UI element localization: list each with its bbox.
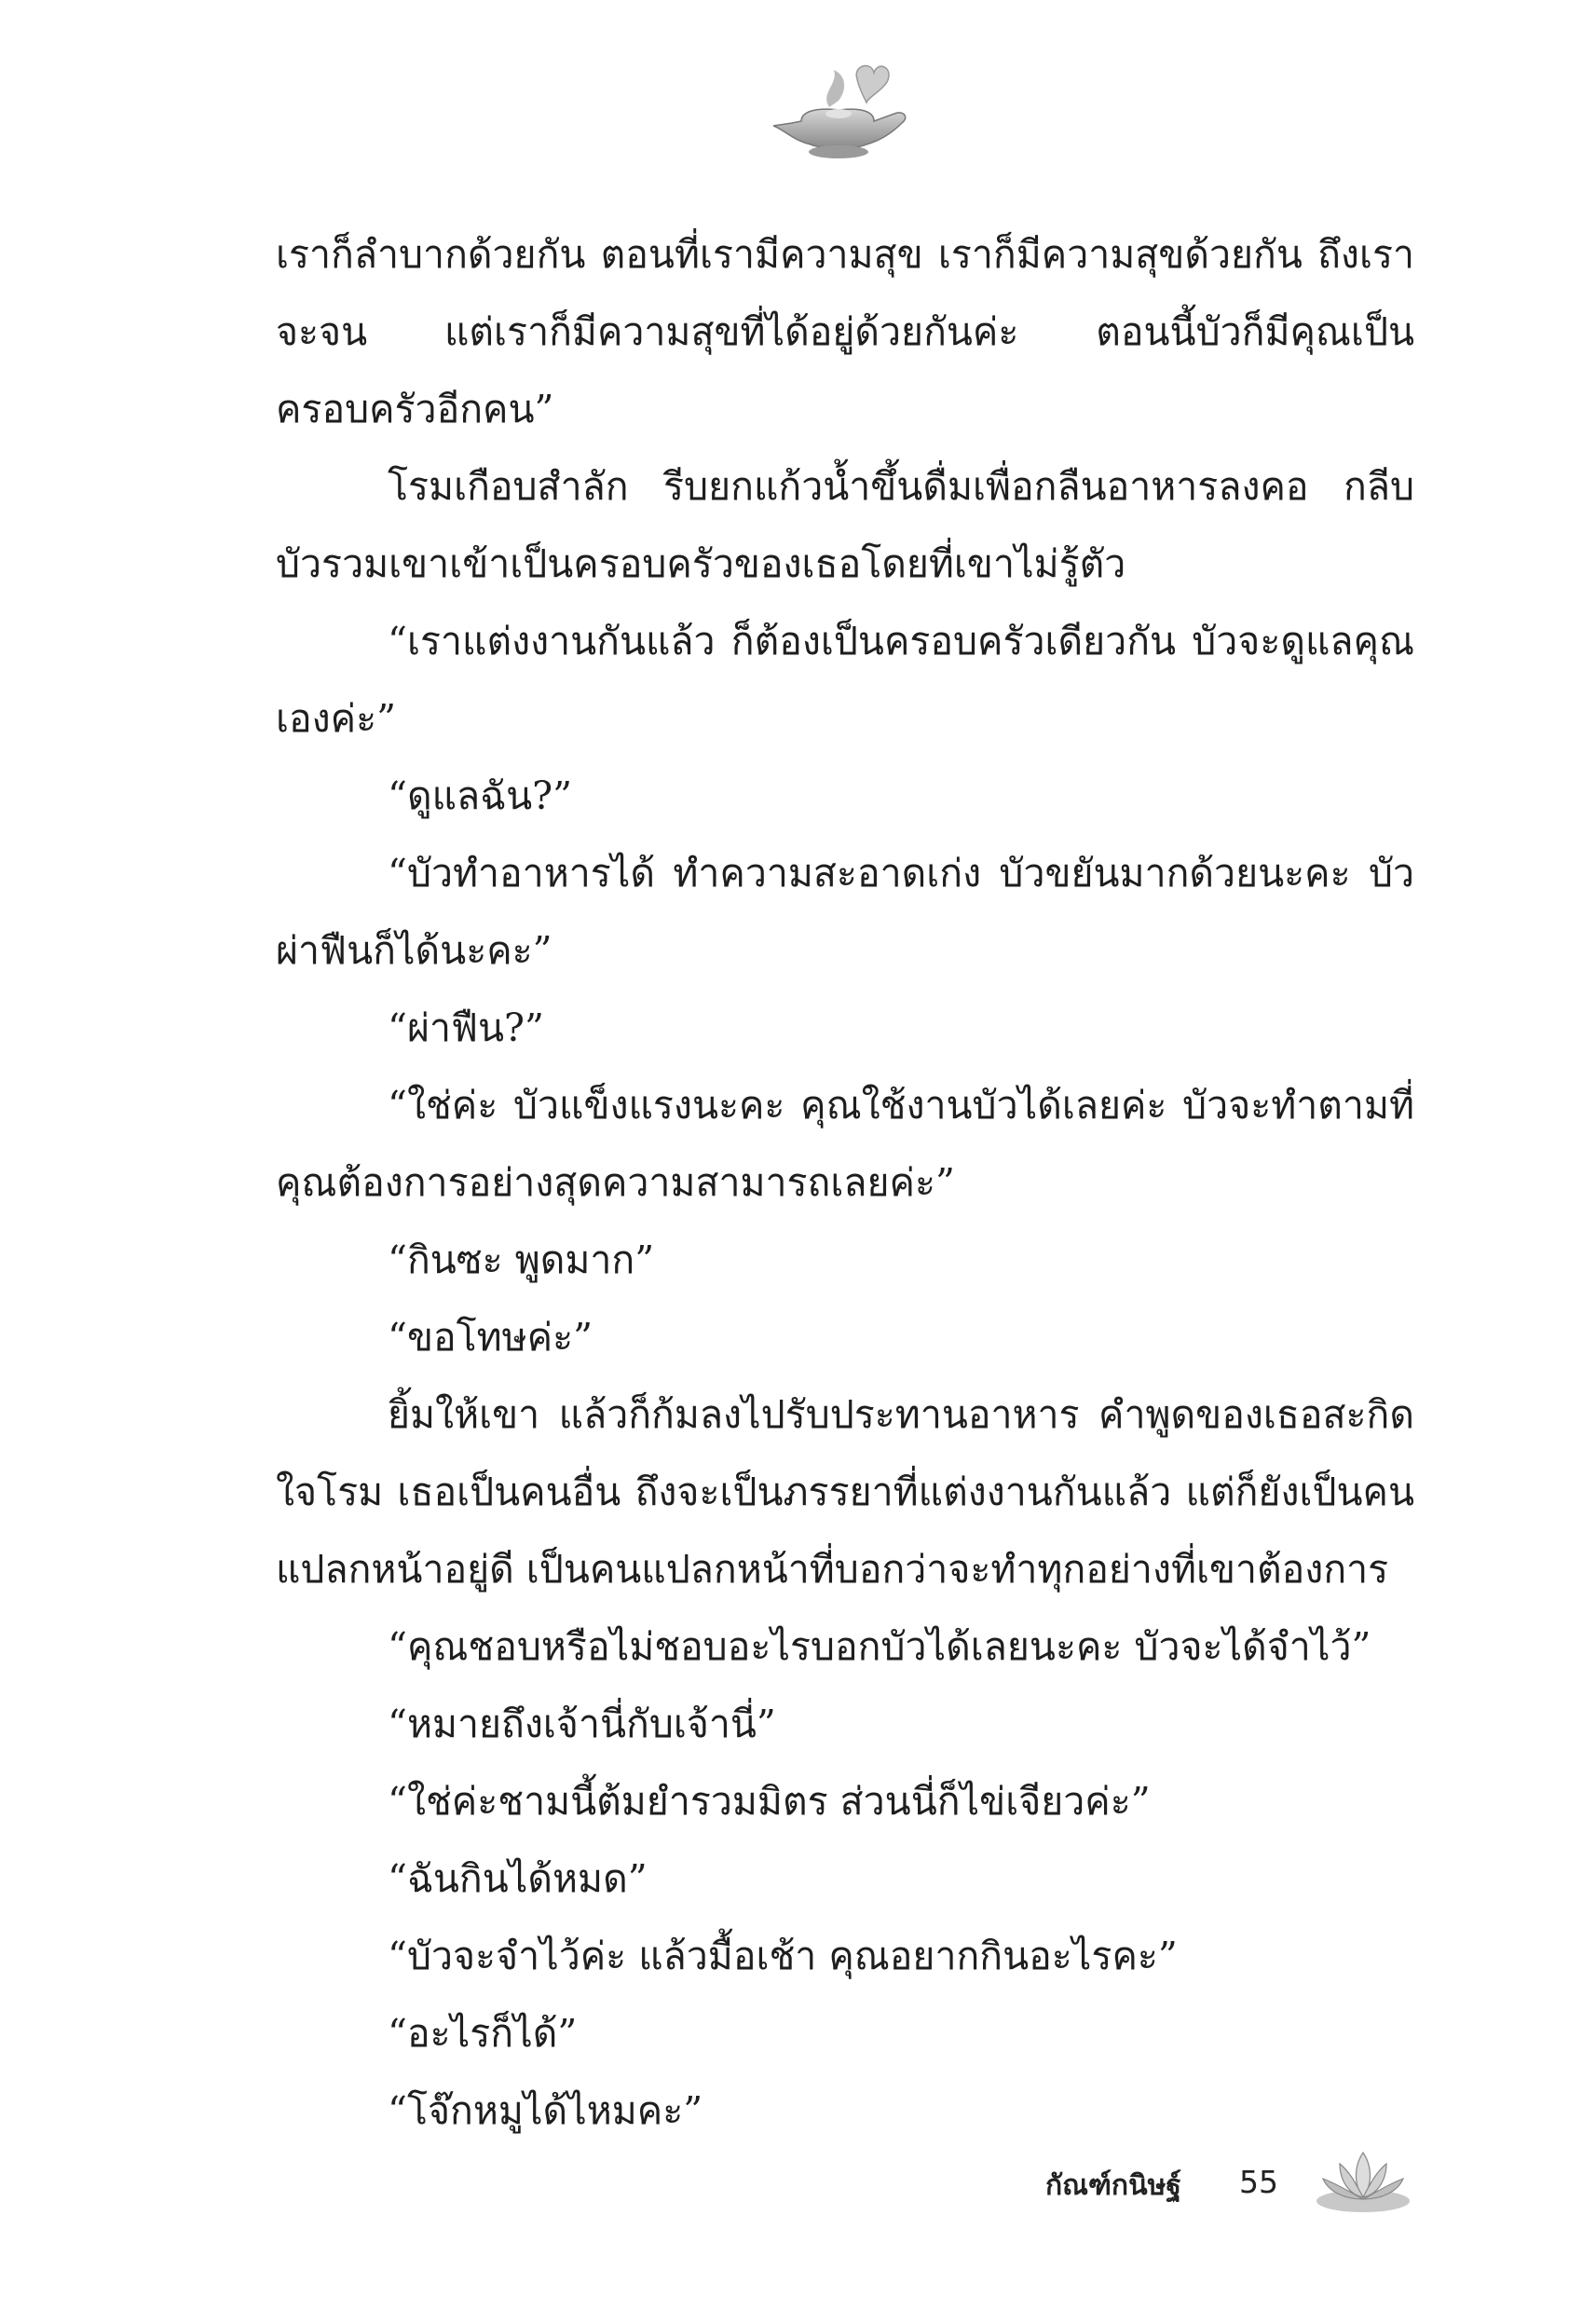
- dialog-line: “คุณชอบหรือไม่ชอบอะไรบอกบัวได้เลยนะคะ บัวจะได้จำไว้”: [388, 1624, 1371, 1669]
- dialog-line: “บัวจะจำไว้ค่ะ แล้วมื้อเช้า คุณอยากกินอะไรคะ”: [388, 1934, 1178, 1978]
- dialog-line: “ผ่าฟืน?”: [388, 1005, 545, 1050]
- dialog-line: “กินซะ พูดมาก”: [388, 1238, 655, 1282]
- dialog-line: “ฉันกินได้หมด”: [388, 1856, 648, 1901]
- dialog-line: “หมายถึงเจ้านี่กับเจ้านี่”: [388, 1702, 776, 1746]
- body-text: [276, 216, 1414, 2150]
- paragraph: เราก็ลำบากด้วยกัน ตอนที่เรามีความสุข เราก็มีความสุขด้วยกัน ถึงเราจะจน แต่เราก็มีความสุขที่ได้อยู่ด้วยกันค่ะ ตอนนี้บัวก็มีคุณเป็นครอบครัวอีกคน”: [276, 232, 1414, 431]
- paragraph: ยิ้มให้เขา แล้วก็ก้มลงไปรับประทานอาหาร คำพูดของเธอสะกิดใจโรม เธอเป็นคนอื่น ถึงจะเป็นภรรยาที่แต่งงานกันแล้ว แต่ก็ยังเป็นคนแปลกหน้าอยู่ดี เป็นคนแปลกหน้าที่บอกว่าจะทำทุกอย่างที่เขาต้องการ: [276, 1392, 1414, 1592]
- book-title: กัณฑ์กนิษฐ์: [1045, 2169, 1181, 2202]
- dialog-line: “ใช่ค่ะชามนี้ต้มยำรวมมิตร ส่วนนี่ก็ไข่เจียวค่ะ”: [388, 1779, 1151, 1824]
- paragraph: “เราแต่งงานกันแล้ว ก็ต้องเป็นครอบครัวเดียวกัน บัวจะดูแลคุณเองค่ะ”: [276, 619, 1414, 741]
- dialog-line: “ขอโทษค่ะ”: [388, 1315, 593, 1360]
- lotus-icon: [1312, 2143, 1414, 2218]
- paragraph: “บัวทำอาหารได้ ทำความสะอาดเก่ง บัวขยันมากด้วยนะคะ บัวผ่าฟืนก็ได้นะคะ”: [276, 851, 1414, 973]
- page-footer: [1006, 2143, 1435, 2227]
- paragraph: “ใช่ค่ะ บัวแข็งแรงนะคะ คุณใช้งานบัวได้เลยค่ะ บัวจะทำตามที่คุณต้องการอย่างสุดความสามารถเลยค่ะ”: [276, 1083, 1414, 1205]
- dialog-line: “ดูแลฉัน?”: [388, 773, 573, 818]
- dialog-line: “อะไรก็ได้”: [388, 2011, 578, 2056]
- paragraph: โรมเกือบสำลัก รีบยกแก้วน้ำขึ้นดื่มเพื่อกลืนอาหารลงคอ กลีบบัวรวมเขาเข้าเป็นครอบครัวของเธอโดยที่เขาไม่รู้ตัว: [276, 464, 1414, 586]
- dialog-line: “โจ๊กหมูได้ไหมคะ”: [388, 2088, 703, 2133]
- page-number: 55: [1239, 2164, 1278, 2200]
- genie-lamp-icon: [764, 56, 913, 177]
